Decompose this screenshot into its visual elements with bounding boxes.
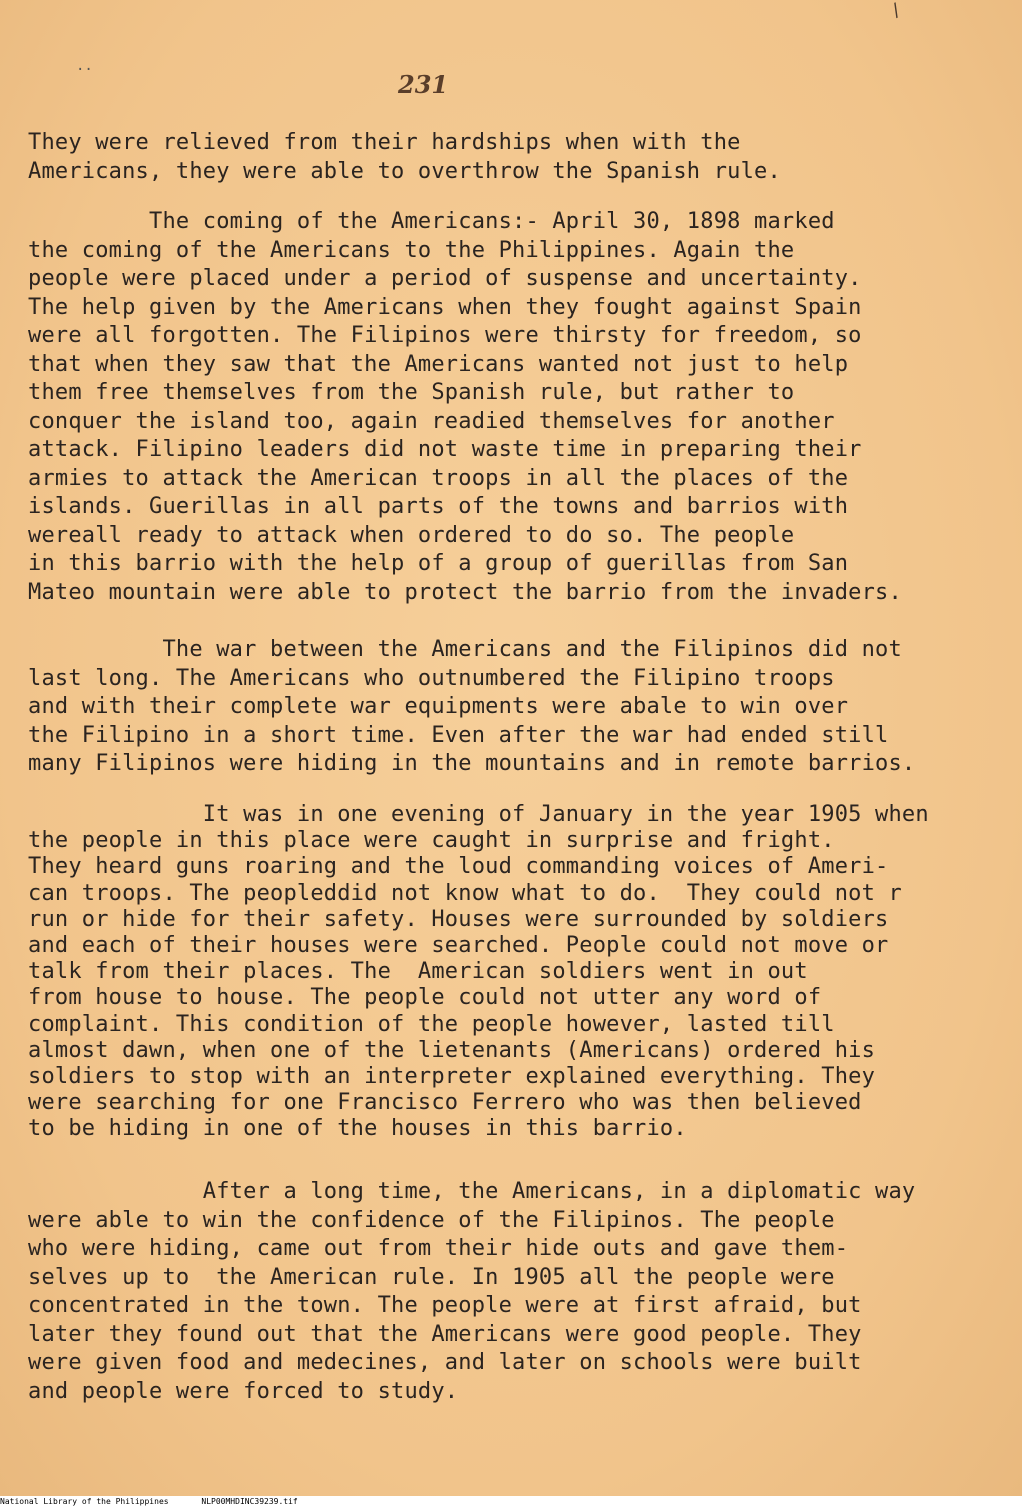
- scan-footer: [0, 1496, 1022, 1508]
- footer-library: National Library of the Philippines: [0, 1497, 169, 1506]
- footer-filename: NLP00MHDINC39239.tif: [201, 1497, 298, 1506]
- paragraph-relief: They were relieved from their hardships when with the Americans, they were able to overthrow the Spanish rule.: [28, 130, 781, 184]
- margin-dots: ··: [76, 62, 93, 78]
- paragraph-coming-of-americans: The coming of the Americans:- April 30, 1898 marked the coming of the Americans to the Philippines. Again the people were placed under a period of suspense and uncertainty. The help given by the Americans when they fought against Spain were all forgotten. The Filipinos were thirsty for freedom, so that when they saw that the Americans wanted not just to help them free themselves from the Spanish rule, but rather to conquer the island too, again readied themselves for another attack. Filipino leaders did not waste time in preparing their armies to attack the American troops in all the places of the islands. Guerillas in all parts of the towns and barrios with wereall ready to attack when ordered to do so. The people in this barrio with the help of a group of guerillas from San Mateo mountain were able to protect the barrio from the invaders.: [28, 209, 902, 605]
- paragraph-american-rule: After a long time, the Americans, in a diplomatic way were able to win the confidence of the Filipinos. The people who were hiding, came out from their hide outs and gave them- selves up to the American rule. In 1905 all the people were concentrated in the town. The people were at first afraid, but later they found out that the Americans were good people. They were given food and medecines, and later on schools were built and people were forced to study.: [28, 1179, 916, 1404]
- corner-check-mark: /: [888, 0, 904, 22]
- paragraph-war: The war between the Americans and the Filipinos did not last long. The Americans who outnumbered the Filipino troops and with their complete war equipments were abale to win over the Filipino in a short time. Even after the war had ended still many Filipinos were hiding in the mountains and in remote barrios.: [28, 637, 916, 776]
- page-number: 231: [398, 70, 449, 99]
- paragraph-january-1905: It was in one evening of January in the year 1905 when the people in this place were caught in surprise and fright. They heard guns roaring and the loud commanding voices of Ameri- can troops. The peopleddid not know what to do. They could not r run or hide for their safety. Houses were surrounded by soldiers and each of their houses were searched. People could not move or talk from their places. The American soldiers went in out from house to house. The people could not utter any word of complaint. This condition of the people however, lasted till almost dawn, when one of the lietenants (Americans) ordered his soldiers to stop with an interpreter explained everything. They were searching for one Francisco Ferrero who was then believed to be hiding in one of the houses in this barrio.: [28, 802, 929, 1142]
